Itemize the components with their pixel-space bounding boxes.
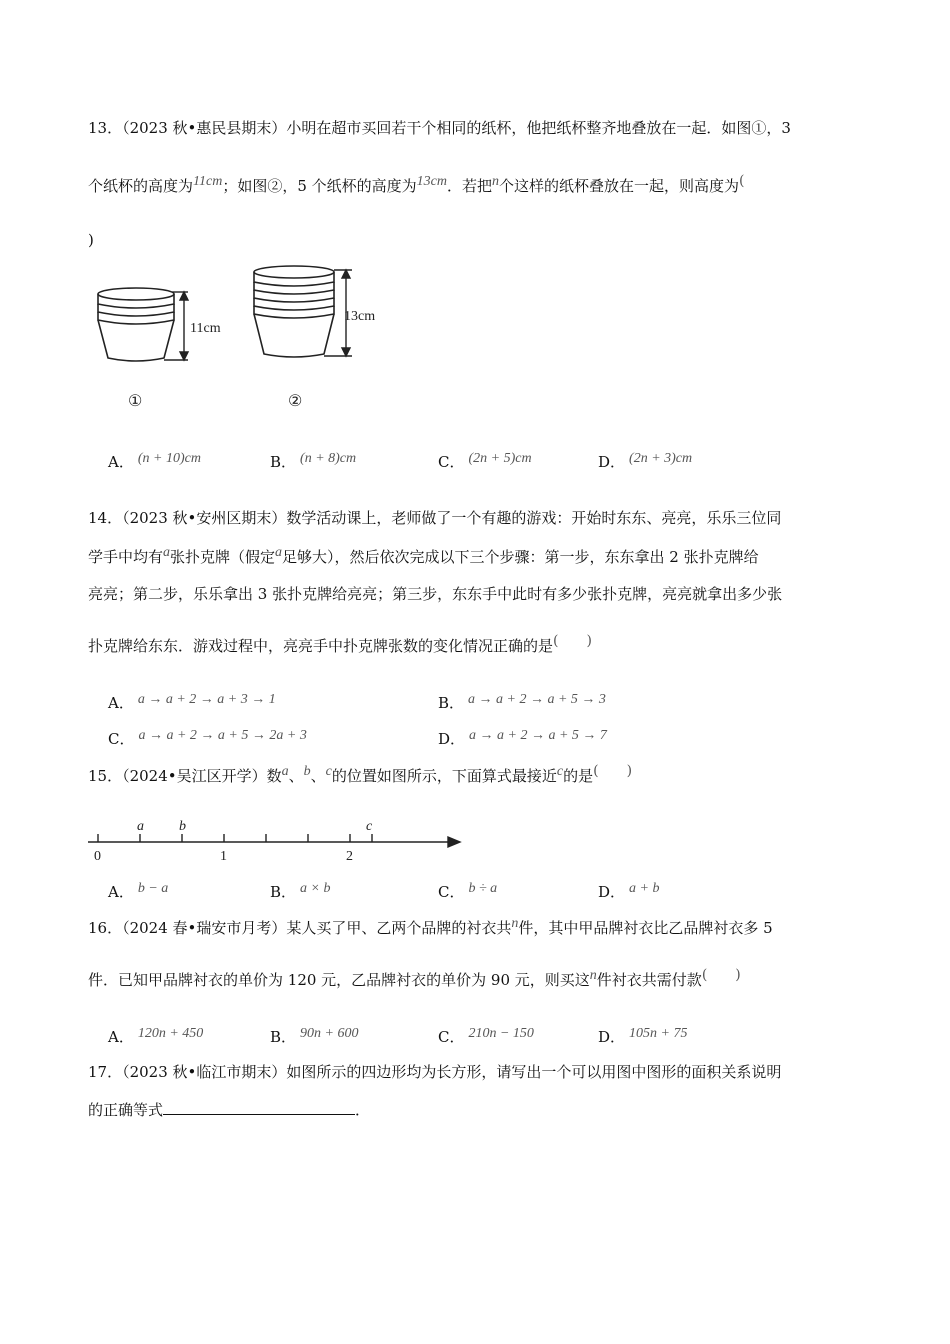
q13-option-a[interactable]: A． (n + 10)cm <box>108 451 201 471</box>
axis-tick-0: 0 <box>94 849 101 864</box>
q16-option-b[interactable]: B． 90n + 600 <box>270 1026 359 1046</box>
q16-option-a[interactable]: A． 120n + 450 <box>108 1026 204 1046</box>
q14-line1: 14．（2023 秋•安州区期末）数学活动课上，老师做了一个有趣的游戏：开始时东东、亮亮，乐乐三位同 <box>88 509 782 527</box>
q14-option-b[interactable]: B． a → a + 2 → a + 5 → 3 <box>438 692 606 712</box>
q16-option-c[interactable]: C． 210n − 150 <box>438 1026 534 1046</box>
fig2-caption: ② <box>288 393 303 410</box>
axis-label-b: b <box>179 819 186 834</box>
cup-stack-1 <box>98 288 174 361</box>
q13-option-b[interactable]: B． (n + 8)cm <box>270 451 357 471</box>
q14-option-a[interactable]: A． a → a + 2 → a + 3 → 1 <box>108 692 276 712</box>
cups-figure <box>88 260 408 420</box>
q17-answer-blank[interactable] <box>163 1100 355 1115</box>
fig1-caption: ① <box>128 393 143 410</box>
axis-label-a: a <box>137 819 144 834</box>
q14-line4: 扑克牌给东东．游戏过程中，亮亮手中扑克牌张数的变化情况正确的是( ) <box>88 633 592 655</box>
axis-tick-1: 1 <box>220 849 227 864</box>
number-line <box>88 814 468 866</box>
fig1-label: 11cm <box>190 321 221 336</box>
q15-option-a[interactable]: A． b − a <box>108 881 169 901</box>
q17-line1: 17．（2023 秋•临江市期末）如图所示的四边形均为长方形，请写出一个可以用图中图形的面积关系说明 <box>88 1063 782 1081</box>
q13-line3: ) <box>88 231 94 249</box>
q13-option-c[interactable]: C． (2n + 5)cm <box>438 451 532 471</box>
q15-option-c[interactable]: C． b ÷ a <box>438 881 498 901</box>
q16-line2: 件．已知甲品牌衬衣的单价为 120 元，乙品牌衬衣的单价为 90 元，则买这n件衬衣共需付款( ) <box>88 967 741 989</box>
axis-tick-2: 2 <box>346 849 353 864</box>
q14-line3: 亮亮；第二步，乐乐拿出 3 张扑克牌给亮亮；第三步，东东手中此时有多少张扑克牌，亮亮就拿出多少张 <box>88 585 783 603</box>
dimension-arrow-1 <box>164 292 188 360</box>
q16-line1: 16．（2024 春•瑞安市月考）某人买了甲、乙两个品牌的衬衣共n件，其中甲品牌衬衣比乙品牌衬衣多 5 <box>88 916 773 937</box>
fig2-label: 13cm <box>344 309 376 324</box>
q17-line2: 的正确等式 ． <box>88 1101 371 1119</box>
q15-line: 15．（2024•吴江区开学）数a、b、c的位置如图所示，下面算式最接近c的是( ) <box>88 763 633 785</box>
q13-math-13cm: 13cm <box>416 174 447 189</box>
q13-line2: 个纸杯的高度为11cm；如图②，5 个纸杯的高度为13cm．若把n个这样的纸杯叠放在一起，则高度为( <box>88 173 745 195</box>
q14-line2: 学手中均有a张扑克牌（假定a足够大），然后依次完成以下三个步骤：第一步，东东拿出 2 张扑克牌给 <box>88 545 759 566</box>
axis-label-c: c <box>366 819 373 834</box>
q13-math-11cm: 11cm <box>193 174 223 189</box>
q13-line1: 13．（2023 秋•惠民县期末）小明在超市买回若干个相同的纸杯，他把纸杯整齐地叠放在一起．如图①，3 <box>88 119 791 137</box>
q15-option-d[interactable]: D． a + b <box>598 881 660 901</box>
q13-math-n: n <box>491 174 499 189</box>
q13-option-d[interactable]: D． (2n + 3)cm <box>598 451 693 471</box>
cup-stack-2 <box>254 266 334 357</box>
q15-option-b[interactable]: B． a × b <box>270 881 331 901</box>
q14-option-c[interactable]: C． a → a + 2 → a + 5 → 2a + 3 <box>108 728 307 748</box>
q16-option-d[interactable]: D． 105n + 75 <box>598 1026 688 1046</box>
q14-option-d[interactable]: D． a → a + 2 → a + 5 → 7 <box>438 728 607 748</box>
